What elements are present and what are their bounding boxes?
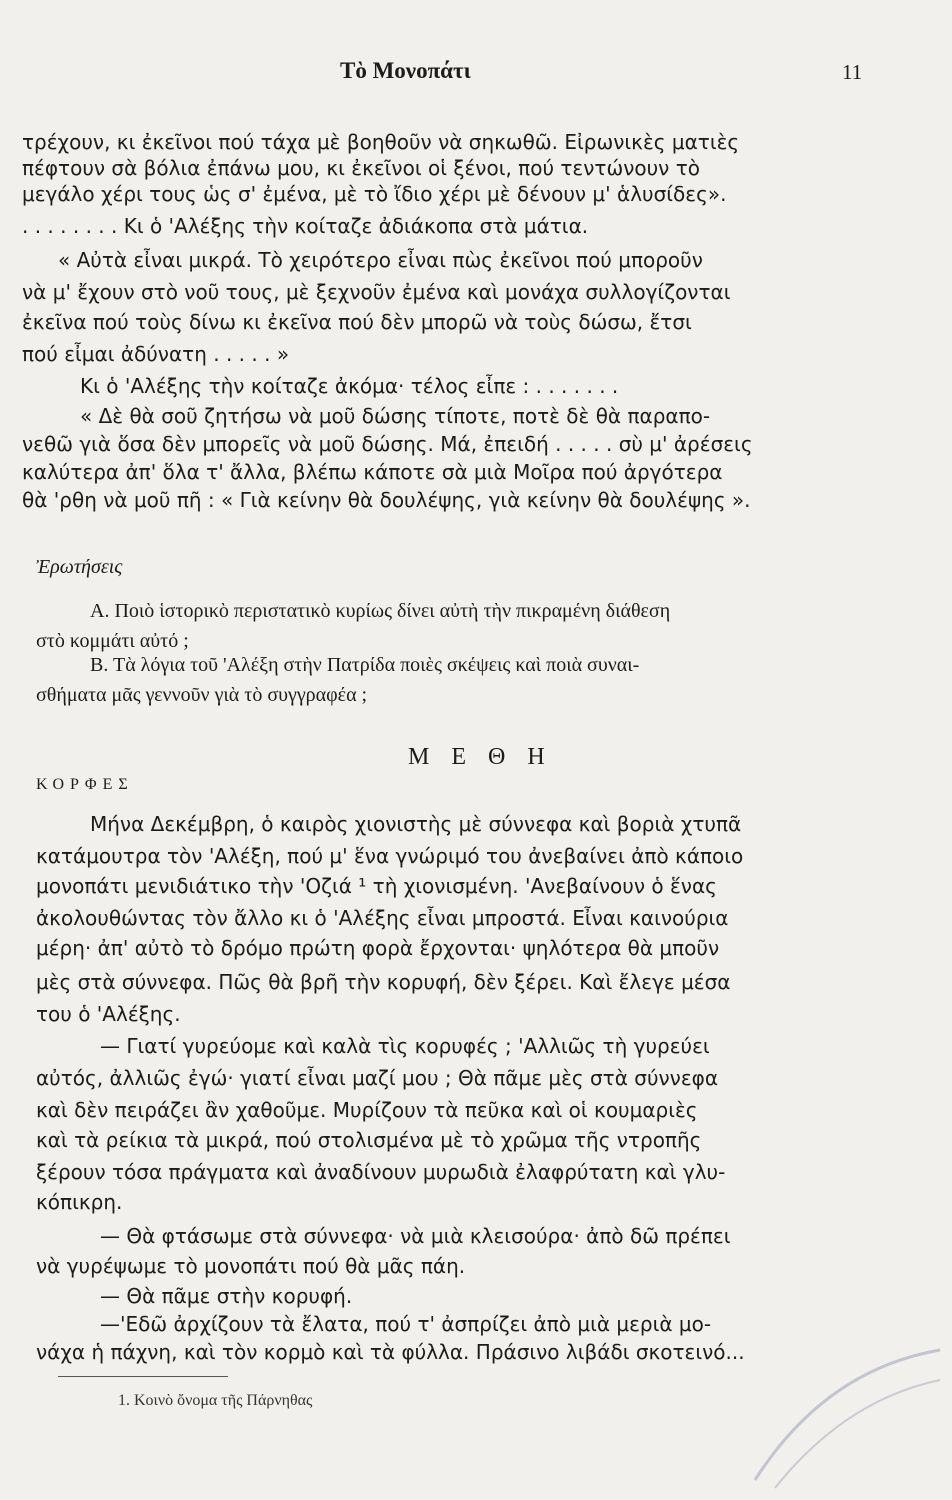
section-line: μέρη· ἀπ' αὐτὸ τὸ δρόμο πρώτη φορὰ ἔρχονται· ψηλότερα θὰ μποῦν (36, 936, 720, 960)
footnote-rule (58, 1376, 228, 1377)
section-line: καὶ τὰ ρείκια τὰ μικρά, πού στολισμένα μὲ τὸ χρῶμα τῆς ντροπῆς (36, 1128, 702, 1152)
question-line: στὸ κομμάτι αὐτό ; (36, 630, 189, 652)
section-line: κατάμουτρα τὸν 'Αλέξη, πού μ' ἕνα γνώριμό του ἀνεβαίνει ἀπὸ κάποιο (36, 844, 744, 868)
section-line: καὶ δὲν πειράζει ἂν χαθοῦμε. Μυρίζουν τὰ πεῦκα καὶ οἱ κουμαριὲς (36, 1098, 698, 1122)
footnote: 1. Κοινὸ ὄνομα τῆς Πάρνηθας (118, 1392, 313, 1409)
section-line: ξέρουν τόσα πράγματα καὶ ἀναδίνουν μυρωδιὰ ἐλαφρύτατη καὶ γλυ- (36, 1160, 726, 1184)
section-line: — Θὰ φτάσωμε στὰ σύννεφα· νὰ μιὰ κλεισούρα· ἀπὸ δῶ πρέπει (100, 1224, 731, 1248)
section-line: του ὁ 'Αλέξης. (36, 1002, 181, 1026)
page-number: 11 (842, 60, 863, 84)
passage-line: Κι ὁ 'Αλέξης τὴν κοίταζε ἀκόμα· τέλος εἶπε : . . . . . . . (80, 374, 619, 398)
questions-heading: Ἐρωτήσεις (36, 556, 123, 578)
passage-line: μεγάλο χέρι τους ὡς σ' ἐμένα, μὲ τὸ ἴδιο χέρι μὲ δένουν μ' ἁλυσίδες». (22, 182, 727, 206)
passage-line: « Αὐτὰ εἶναι μικρά. Τὸ χειρότερο εἶναι πὼς ἐκεῖνοι πού μποροῦν (58, 248, 703, 272)
section-title: Μ Ε Θ Η (408, 744, 553, 770)
passage-line: καλύτερα ἀπ' ὅλα τ' ἄλλα, βλέπω κάποτε σὰ μιὰ Μοῖρα πού ἀργότερα (22, 460, 723, 484)
passage-line: νὰ μ' ἔχουν στὸ νοῦ τους, μὲ ξεχνοῦν ἐμένα καὶ μονάχα συλλογίζονται (22, 280, 731, 304)
question-line: σθήματα μᾶς γεννοῦν γιὰ τὸ συγγραφέα ; (36, 684, 368, 706)
passage-line: ἐκεῖνα πού τοὺς δίνω κι ἐκεῖνα πού δὲν μπορῶ νὰ τοὺς δώσω, ἔτσι (22, 310, 692, 334)
section-line: αὐτός, ἀλλιῶς ἐγώ· γιατί εἶναι μαζί μου ; Θὰ πᾶμε μὲς στὰ σύννεφα (36, 1066, 719, 1090)
section-subtitle: ΚΟΡΦΕΣ (36, 776, 134, 793)
section-line: κόπικρη. (36, 1190, 123, 1214)
section-line: νάχα ἡ πάχνη, καὶ τὸν κορμὸ καὶ τὰ φύλλα. Πράσινο λιβάδι σκοτεινό... (36, 1340, 745, 1364)
page-header (0, 58, 952, 88)
section-line: μὲς στὰ σύννεφα. Πῶς θὰ βρῆ τὴν κορυφή, δὲν ξέρει. Καὶ ἔλεγε μέσα (36, 970, 731, 994)
section-line: — Γιατί γυρεύομε καὶ καλὰ τὶς κορυφές ; 'Αλλιῶς τὴ γυρεύει (100, 1034, 710, 1058)
passage-line: « Δὲ θὰ σοῦ ζητήσω νὰ μοῦ δώσης τίποτε, ποτὲ δὲ θὰ παραπο- (80, 404, 711, 428)
section-line: νὰ γυρέψωμε τὸ μονοπάτι πού θὰ μᾶς πάη. (36, 1254, 466, 1278)
passage-line: πέφτουν σὰ βόλια ἐπάνω μου, κι ἐκεῖνοι οἱ ξένοι, πού τεντώνουν τὸ (22, 156, 700, 180)
passage-line: θὰ 'ρθη νὰ μοῦ πῆ : « Γιὰ κείνην θὰ δουλέψης, γιὰ κείνην θὰ δουλέψης ». (22, 488, 751, 512)
section-line: μονοπάτι μενιδιάτικο τὴν 'Οζιά ¹ τὴ χιονισμένη. 'Ανεβαίνουν ὁ ἕνας (36, 874, 717, 898)
passage-line: . . . . . . . . Κι ὁ 'Αλέξης τὴν κοίταζε ἀδιάκοπα στὰ μάτια. (22, 214, 589, 238)
running-title: Τὸ Μονοπάτι (340, 58, 471, 83)
section-line: Μήνα Δεκέμβρη, ὁ καιρὸς χιονιστὴς μὲ σύννεφα καὶ βοριὰ χτυπᾶ (90, 812, 742, 836)
section-line: — Θὰ πᾶμε στὴν κορυφή. (100, 1284, 353, 1308)
passage-line: νεθῶ γιὰ ὅσα δὲν μπορεῖς νὰ μοῦ δώσης. Μά, ἐπειδή . . . . . σὺ μ' ἀρέσεις (22, 432, 753, 456)
library-stamp (735, 1330, 945, 1490)
section-line: —'Εδῶ ἀρχίζουν τὰ ἔλατα, πού τ' ἀσπρίζει ἀπὸ μιὰ μεριὰ μο- (100, 1312, 712, 1336)
question-line: Α. Ποιὸ ἱστορικὸ περιστατικὸ κυρίως δίνει αὐτὴ τὴν πικραμένη διάθεση (90, 600, 671, 622)
passage-line: πού εἶμαι ἀδύνατη . . . . . » (22, 342, 290, 366)
passage-line: τρέχουν, κι ἐκεῖνοι πού τάχα μὲ βοηθοῦν νὰ σηκωθῶ. Εἰρωνικὲς ματιὲς (22, 130, 740, 154)
question-line: Β. Τὰ λόγια τοῦ 'Αλέξη στὴν Πατρίδα ποιὲς σκέψεις καὶ ποιὰ συναι- (90, 654, 640, 676)
section-line: ἀκολουθώντας τὸν ἄλλο κι ὁ 'Αλέξης εἶναι μπροστά. Εἶναι καινούρια (36, 906, 729, 930)
